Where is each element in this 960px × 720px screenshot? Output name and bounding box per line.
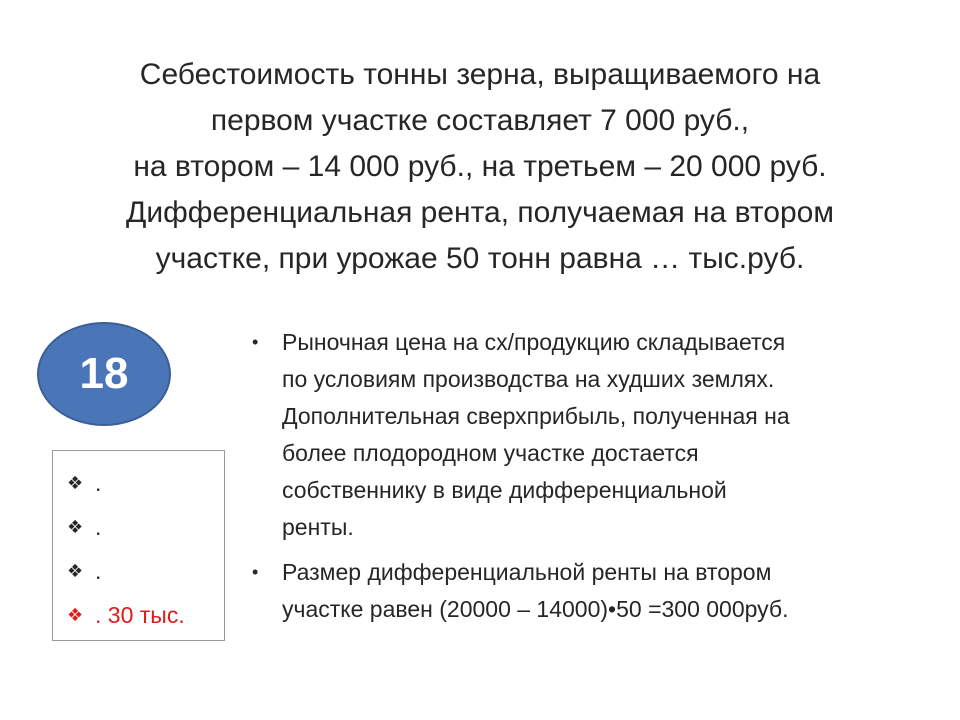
answer-option-text: . <box>95 513 102 540</box>
title-line: на втором – 14 000 руб., на третьем – 20 000 руб. <box>133 150 827 183</box>
explanation-line: по условиям производства на худших землях. <box>282 366 775 392</box>
bullet-dot-icon: • <box>252 562 259 582</box>
explanation-bullet <box>250 324 930 546</box>
diamond-bullet-icon: ❖ <box>67 472 84 493</box>
explanation-text <box>282 324 790 546</box>
bullet-dot-icon: • <box>252 332 259 352</box>
answer-option[interactable] <box>67 461 224 505</box>
answer-options-box <box>52 450 225 641</box>
explanation-line: участке равен (20000 – 14000)•50 =300 000руб. <box>282 596 789 622</box>
answer-option-correct[interactable] <box>67 593 224 637</box>
answer-option-text: . <box>95 469 102 496</box>
slide-title <box>60 52 900 282</box>
title-line: Себестоимость тонны зерна, выращиваемого на <box>139 58 821 91</box>
title-line: Дифференциальная рента, получаемая на втором <box>126 196 834 229</box>
explanation-bullet <box>250 554 930 628</box>
explanation-line: ренты. <box>282 514 354 540</box>
title-line: участке, при урожае 50 тонн равна … тыс.руб. <box>155 242 805 275</box>
explanation-line: Рыночная цена на сх/продукцию складывается <box>282 329 786 355</box>
diamond-bullet-icon: ❖ <box>67 516 84 537</box>
explanation-line: Размер дифференциальной ренты на втором <box>282 559 772 585</box>
explanation-line: более плодородном участке достается <box>282 440 699 466</box>
diamond-bullet-icon: ❖ <box>67 604 84 625</box>
explanation-line: Дополнительная сверхприбыль, полученная на <box>282 403 790 429</box>
answer-option[interactable] <box>67 505 224 549</box>
question-number: 18 <box>79 349 129 398</box>
answer-option-text: . <box>95 557 102 584</box>
explanation-line: собственнику в виде дифференциальной <box>282 477 727 503</box>
title-line: первом участке составляет 7 000 руб., <box>210 104 750 137</box>
explanation-list <box>250 324 930 636</box>
answer-option[interactable] <box>67 549 224 593</box>
explanation-text <box>282 554 789 628</box>
question-number-badge <box>37 322 171 426</box>
diamond-bullet-icon: ❖ <box>67 560 84 581</box>
answer-option-text: . 30 тыс. <box>95 601 185 628</box>
